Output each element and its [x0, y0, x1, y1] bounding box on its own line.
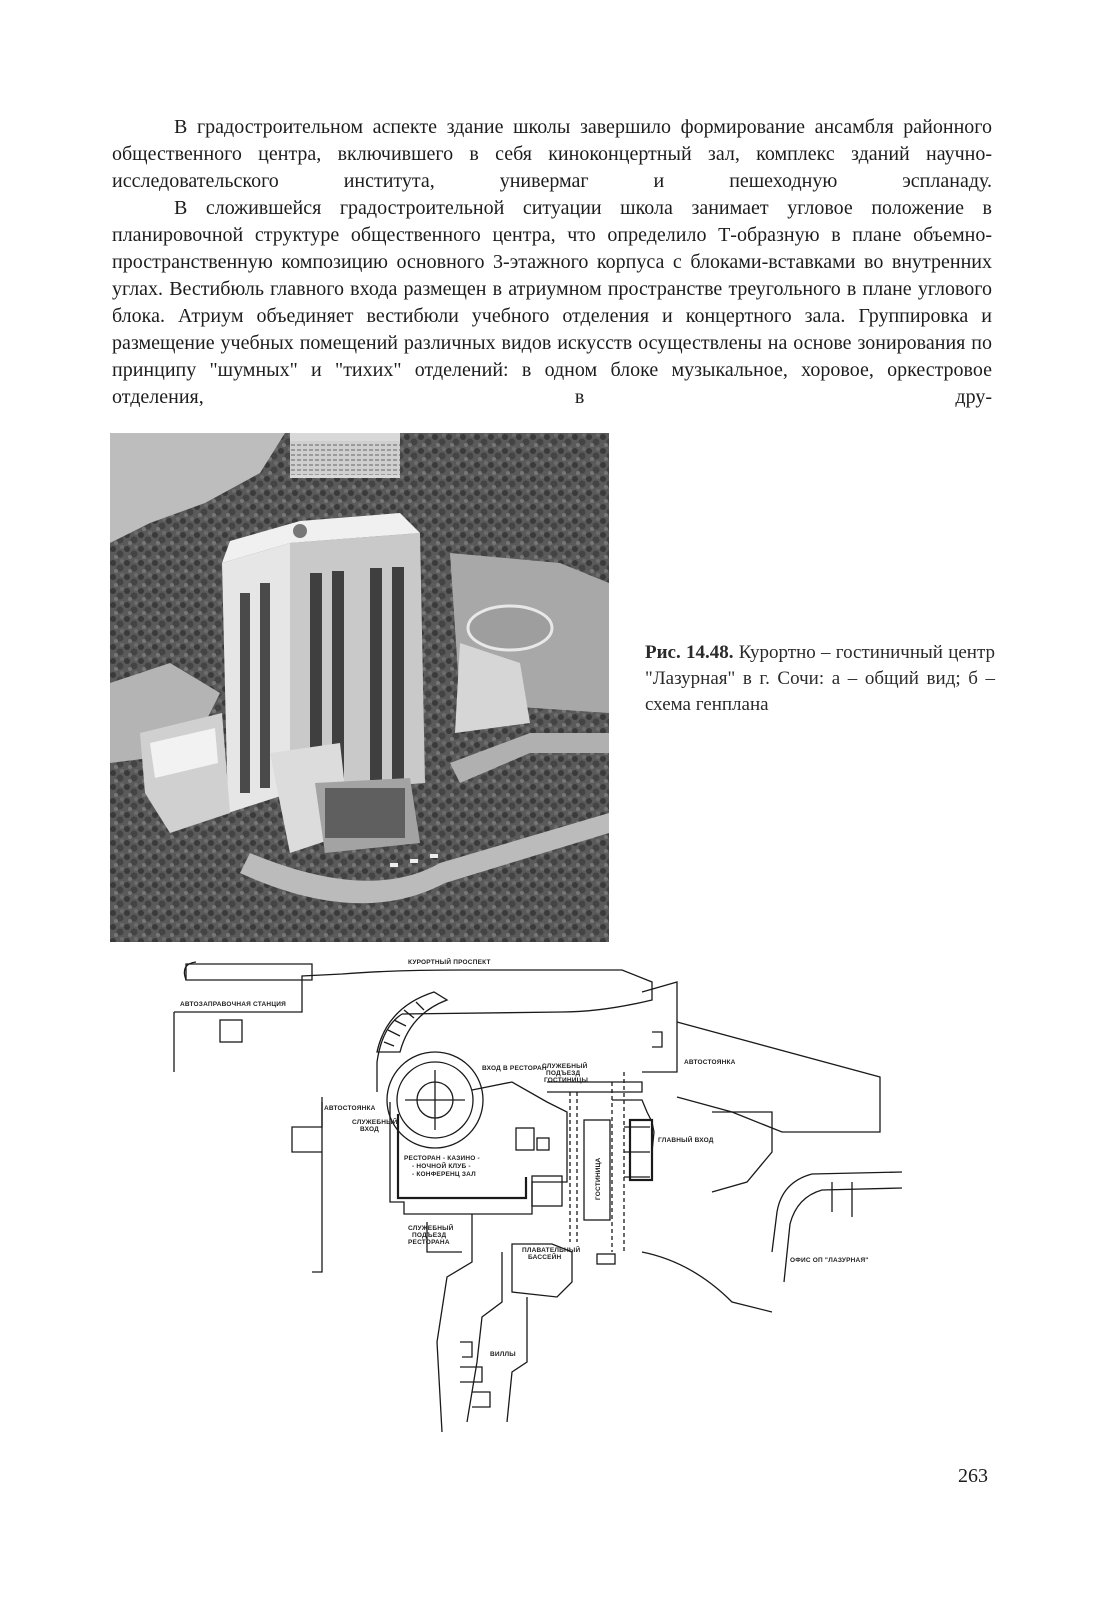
figure-number: Рис. 14.48. [645, 642, 734, 663]
plan-label-complex-3: - КОНФЕРЕНЦ ЗАЛ [412, 1171, 476, 1178]
plan-label-gas-station: АВТОЗАПРАВОЧНАЯ СТАНЦИЯ [180, 1001, 287, 1008]
plan-label-service-entry-1: СЛУЖЕБНЫЙ [352, 1119, 398, 1126]
body-text [112, 114, 992, 411]
plan-label-service-rest-1: СЛУЖЕБНЫЙ [408, 1225, 454, 1232]
plan-label-service-hotel-3: ГОСТИНИЦЫ [544, 1077, 589, 1084]
plan-label-service-entry-2: ВХОД [360, 1126, 380, 1133]
plan-label-service-hotel-1: СЛУЖЕБНЫЙ [542, 1063, 588, 1070]
plan-label-office: ОФИС ОП "ЛАЗУРНАЯ" [790, 1257, 869, 1264]
plan-label-service-rest-2: ПОДЪЕЗД [412, 1232, 447, 1239]
page-number: 263 [958, 1465, 988, 1487]
plan-label-main-entry: ГЛАВНЫЙ ВХОД [658, 1137, 714, 1144]
paragraph-2: В сложившейся градостроительной ситуации школа занимает угловое положение в планировочной структуре общественного центра, что определило Т-образную в плане объемно-пространственную композицию основного 3-этажного корпуса с блоками-вставками во внутренних углах. Вестибюль главного входа размещен в атриумном пространстве треугольного в плане углового блока. Атриум объединяет вестибюли учебного отделения и концертного зала. Группировка и размещение учебных помещений различных видов искусств осуществлены на основе зонирования по принципу "шумных" и "тихих" отделений: в одном блоке музыкальное, хоровое, оркестровое отделения, в дру- [112, 197, 992, 408]
plan-label-service-hotel-2: ПОДЪЕЗД [546, 1070, 581, 1077]
plan-labels [180, 957, 869, 1358]
site-plan [172, 952, 904, 1442]
plan-label-villas: ВИЛЛЫ [490, 1351, 516, 1358]
plan-label-pool-1: ПЛАВАТЕЛЬНЫЙ [522, 1247, 581, 1254]
hotel-aerial-photo [110, 433, 609, 942]
plan-label-hotel: ГОСТИНИЦА [595, 1157, 602, 1200]
plan-label-restaurant-entry: ВХОД В РЕСТОРАН [482, 1065, 547, 1072]
plan-label-service-rest-3: РЕСТОРАНА [408, 1239, 450, 1246]
paragraph-1: В градостроительном аспекте здание школы завершило формирование ансамбля районного общественного центра, включившего в себя киноконцертный зал, комплекс зданий научно-исследовательского института, универмаг и пешеходную эспланаду. [112, 116, 992, 192]
plan-label-parking-left: АВТОСТОЯНКА [324, 1105, 376, 1112]
plan-label-avenue: КУРОРТНЫЙ ПРОСПЕКТ [408, 959, 491, 966]
plan-label-complex-1: РЕСТОРАН - КАЗИНО - [404, 1155, 480, 1162]
plan-label-complex-2: - НОЧНОЙ КЛУБ - [412, 1163, 471, 1170]
plan-label-parking-right: АВТОСТОЯНКА [684, 1059, 736, 1066]
plan-label-pool-2: БАССЕЙН [528, 1254, 562, 1261]
caption-text: Курортно – гостиничный центр "Лазурная" в г. Сочи: а – общий вид; б – схема генплана [645, 642, 995, 715]
figure-caption [645, 640, 995, 718]
